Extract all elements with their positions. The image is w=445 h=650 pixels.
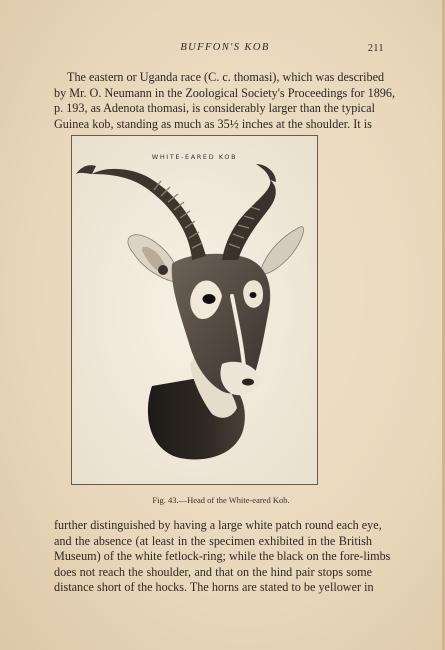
text-line: Guinea kob, standing as much as 35½ inches at the shoulder. It is (54, 116, 372, 131)
text-line: p. 193, as Adenota thomasi, is considerably larger than the typical (54, 101, 375, 115)
figure-plate (71, 135, 318, 485)
text-line: further distinguished by having a large white patch round each eye, (54, 518, 382, 532)
page-number: 211 (367, 43, 384, 54)
text-line: Museum) of the white fetlock-ring; while the black on the fore-limbs (54, 549, 391, 563)
text-line: and the absence (at least in the specimen exhibited in the British (54, 533, 372, 548)
paragraph-top (54, 70, 396, 132)
running-head (0, 42, 445, 60)
figure-caption: Fig. 43.—Head of the White-eared Kob. (152, 495, 290, 505)
paragraph-bottom (54, 518, 391, 596)
text-line: by Mr. O. Neumann in the Zoological Society's Proceedings for 1896, (54, 85, 396, 100)
text-line: The eastern or Uganda race (C. c. thomasi), which was described (67, 70, 385, 84)
plate-label: WHITE-EARED KOB (151, 153, 238, 161)
text-line: does not reach the shoulder, and that on the hind pair stops some (54, 564, 372, 579)
kob-head-illustration (72, 136, 317, 484)
text-line: distance short of the hocks. The horns are stated to be yellower in (54, 580, 374, 594)
running-title: BUFFON'S KOB (180, 42, 270, 53)
